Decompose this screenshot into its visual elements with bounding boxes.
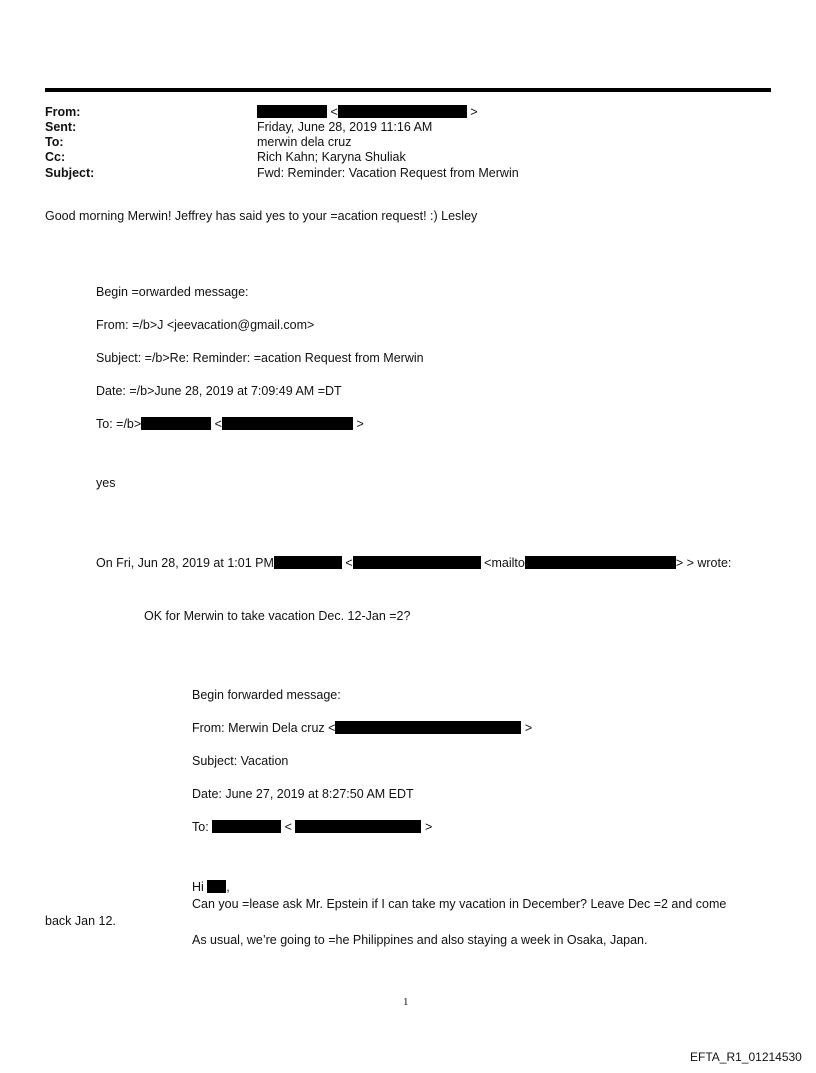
fwd1-date: Date: =/b>June 28, 2019 at 7:09:49 AM =DT	[96, 384, 342, 398]
subject-value: Fwd: Reminder: Vacation Request from Merwin	[257, 166, 519, 180]
fwd2-to	[192, 820, 432, 835]
redaction	[295, 820, 421, 833]
to-value: merwin dela cruz	[257, 135, 352, 149]
on-suffix: > > wrote:	[675, 556, 732, 570]
fwd1-from: From: =/b>J <jeevacation@gmail.com>	[96, 318, 315, 332]
fwd1-subject: Subject: =/b>Re: Reminder: =acation Request from Merwin	[96, 351, 424, 365]
gt: >	[470, 105, 478, 119]
sent-label: Sent:	[45, 120, 77, 134]
redaction	[353, 556, 481, 569]
fwd2-line1b: back Jan 12.	[45, 914, 116, 928]
from-value	[257, 105, 478, 120]
lt: <	[330, 105, 338, 119]
fwd2-hi	[192, 880, 230, 895]
fwd2-line1: Can you =lease ask Mr. Epstein if I can take my vacation in December? Leave Dec =2 and come	[192, 897, 727, 911]
fwd2-date: Date: June 27, 2019 at 8:27:50 AM EDT	[192, 787, 414, 801]
from-prefix: From: Merwin Dela cruz <	[192, 721, 336, 735]
page-number: 1	[403, 996, 409, 1008]
redaction	[257, 105, 327, 118]
fwd2-line2: As usual, we’re going to =he Philippines and also staying a week in Osaka, Japan.	[192, 933, 648, 947]
greeting: Good morning Merwin! Jeffrey has said yes to your =acation request! :) Lesley	[45, 209, 478, 223]
redaction	[222, 417, 353, 430]
subject-label: Subject:	[45, 166, 95, 180]
to-label: To:	[45, 135, 64, 149]
lt: <	[214, 417, 222, 431]
to-prefix: To:	[192, 820, 209, 834]
mailto: <mailto	[484, 556, 525, 570]
redaction	[212, 820, 281, 833]
lt: <	[284, 820, 292, 834]
redaction	[338, 105, 467, 118]
gt: >	[524, 721, 533, 735]
cc-value: Rich Kahn; Karyna Shuliak	[257, 150, 406, 164]
fwd1-on-wrote	[96, 556, 731, 571]
to-prefix: To: =/b>	[96, 417, 142, 431]
fwd2-subject: Subject: Vacation	[192, 754, 289, 768]
lt: <	[345, 556, 353, 570]
fwd1-to	[96, 417, 364, 432]
cc-label: Cc:	[45, 150, 66, 164]
sent-value: Friday, June 28, 2019 11:16 AM	[257, 120, 433, 134]
fwd1-begin: Begin =orwarded message:	[96, 285, 249, 299]
fwd2-from	[192, 721, 532, 736]
fwd1-quote: OK for Merwin to take vacation Dec. 12-Jan =2?	[144, 609, 411, 623]
hi: Hi	[192, 880, 204, 894]
redaction	[207, 880, 226, 893]
on-prefix: On Fri, Jun 28, 2019 at 1:01 PM	[96, 556, 274, 570]
header-rule	[45, 88, 771, 92]
redaction	[335, 721, 521, 734]
fwd1-reply: yes	[96, 476, 116, 490]
comma: ,	[226, 880, 230, 894]
redaction	[141, 417, 211, 430]
fwd2-begin: Begin forwarded message:	[192, 688, 341, 702]
from-label: From:	[45, 105, 81, 119]
redaction	[525, 556, 676, 569]
gt: >	[356, 417, 364, 431]
redaction	[274, 556, 342, 569]
document-id: EFTA_R1_01214530	[690, 1050, 802, 1064]
gt: >	[424, 820, 433, 834]
